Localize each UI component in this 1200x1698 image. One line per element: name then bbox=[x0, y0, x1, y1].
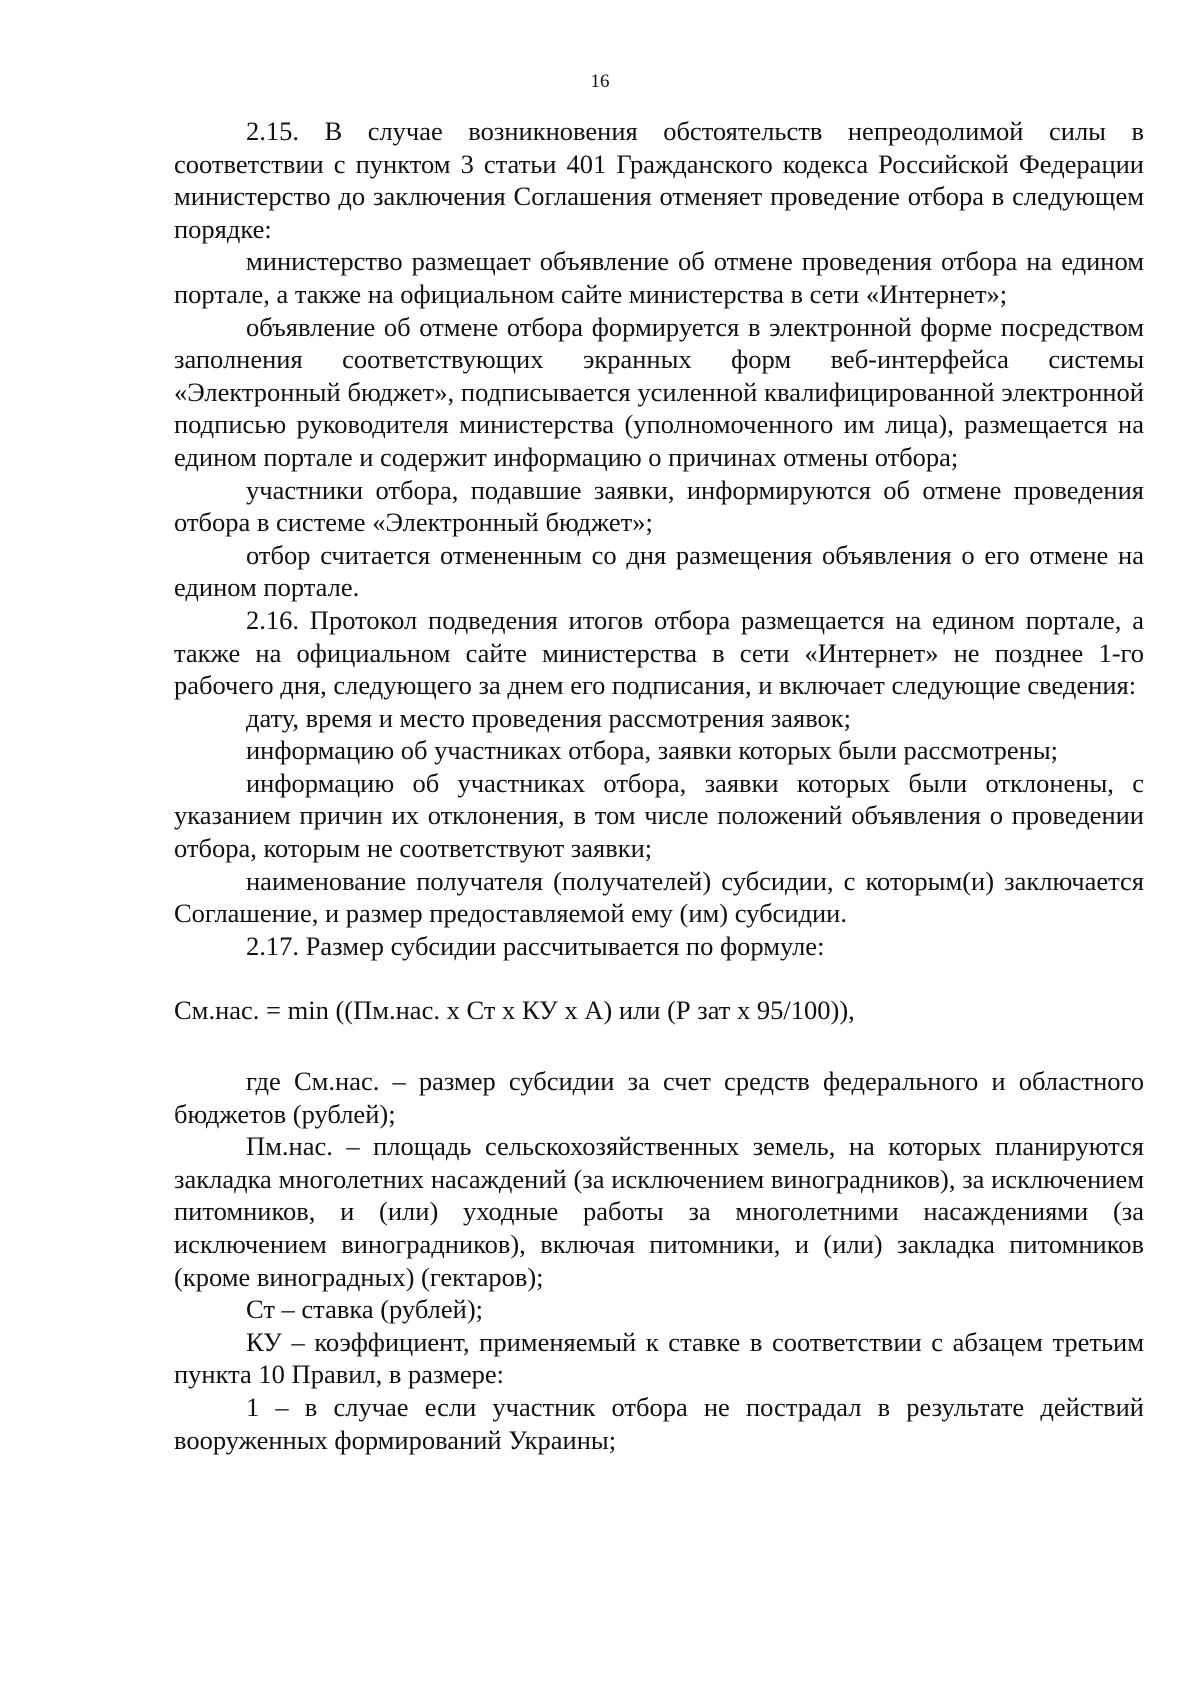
paragraph-cancel-announcement: министерство размещает объявление об отмене проведения отбора на едином портале, а также на официальном сайте министерства в сети «Интернет»; bbox=[174, 246, 1144, 309]
page-number: 16 bbox=[590, 71, 610, 92]
paragraph-rejected-participants: информацию об участниках отбора, заявки которых были отклонены, с указанием причин их отклонения, в том числе положений объявления о проведении отбора, которым не соответствуют заявки; bbox=[174, 767, 1144, 864]
definition-st: Ст – ставка (рублей); bbox=[246, 1294, 484, 1325]
definition-ku-value-1: 1 – в случае если участник отбора не пострадал в результате действий вооруженных формирований Украины; bbox=[174, 1391, 1144, 1455]
paragraph-participants-informed: участники отбора, подавшие заявки, информируются об отмене проведения отбора в системе «Электронный бюджет»; bbox=[174, 474, 1144, 538]
subsidy-formula: См.нас. = min ((Пм.нас. x Ст x КУ x А) или (Р зат x 95/100)), bbox=[174, 995, 855, 1026]
paragraph-2-16: 2.16. Протокол подведения итогов отбора размещается на едином портале, а также на официальном сайте министерства в сети «Интернет» не позднее 1-го рабочего дня, следующего за днем его подписания, и включает следующие сведения: bbox=[174, 604, 1144, 701]
paragraph-2-15: 2.15. В случае возникновения обстоятельств непреодолимой силы в соответствии с пунктом 3 статьи 401 Гражданского кодекса Российской Федерации министерство до заключения Соглашения отменяет проведение отбора в следующем порядке: bbox=[174, 116, 1144, 244]
paragraph-review-date: дату, время и место проведения рассмотрения заявок; bbox=[246, 702, 852, 733]
paragraph-reviewed-participants: информацию об участниках отбора, заявки которых были рассмотрены; bbox=[246, 735, 1059, 766]
paragraph-2-17: 2.17. Размер субсидии рассчитывается по формуле: bbox=[246, 930, 825, 961]
definition-sm-nas: где См.нас. – размер субсидии за счет средств федерального и областного бюджетов (рублей); bbox=[174, 1066, 1144, 1129]
paragraph-recipients: наименование получателя (получателей) субсидии, с которым(и) заключается Соглашение, и размер предоставляемой ему (им) субсидии. bbox=[174, 865, 1144, 929]
definition-ku: КУ – коэффициент, применяемый к ставке в соответствии с абзацем третьим пункта 10 Правил, в размере: bbox=[174, 1326, 1144, 1390]
paragraph-cancel-form: объявление об отмене отбора формируется в электронной форме посредством заполнения соответствующих экранных форм веб-интерфейса системы «Электронный бюджет», подписывается усиленной квалифицированной электронной подписью руководителя министерства (уполномоченного им лица), размещается на едином портале и содержит информацию о причинах отмены отбора; bbox=[174, 311, 1144, 472]
definition-pm-nas: Пм.нас. – площадь сельскохозяйственных земель, на которых планируются закладка многолетних насаждений (за исключением виноградников), за исключением питомников, и (или) уходные работы за многолетними насаждениями (за исключением виноградников), включая питомники, и (или) закладка питомников (кроме виноградных) (гектаров); bbox=[174, 1131, 1144, 1292]
document-body bbox=[174, 115, 1144, 1456]
paragraph-cancel-effective: отбор считается отмененным со дня размещения объявления о его отмене на едином портале. bbox=[174, 539, 1144, 603]
